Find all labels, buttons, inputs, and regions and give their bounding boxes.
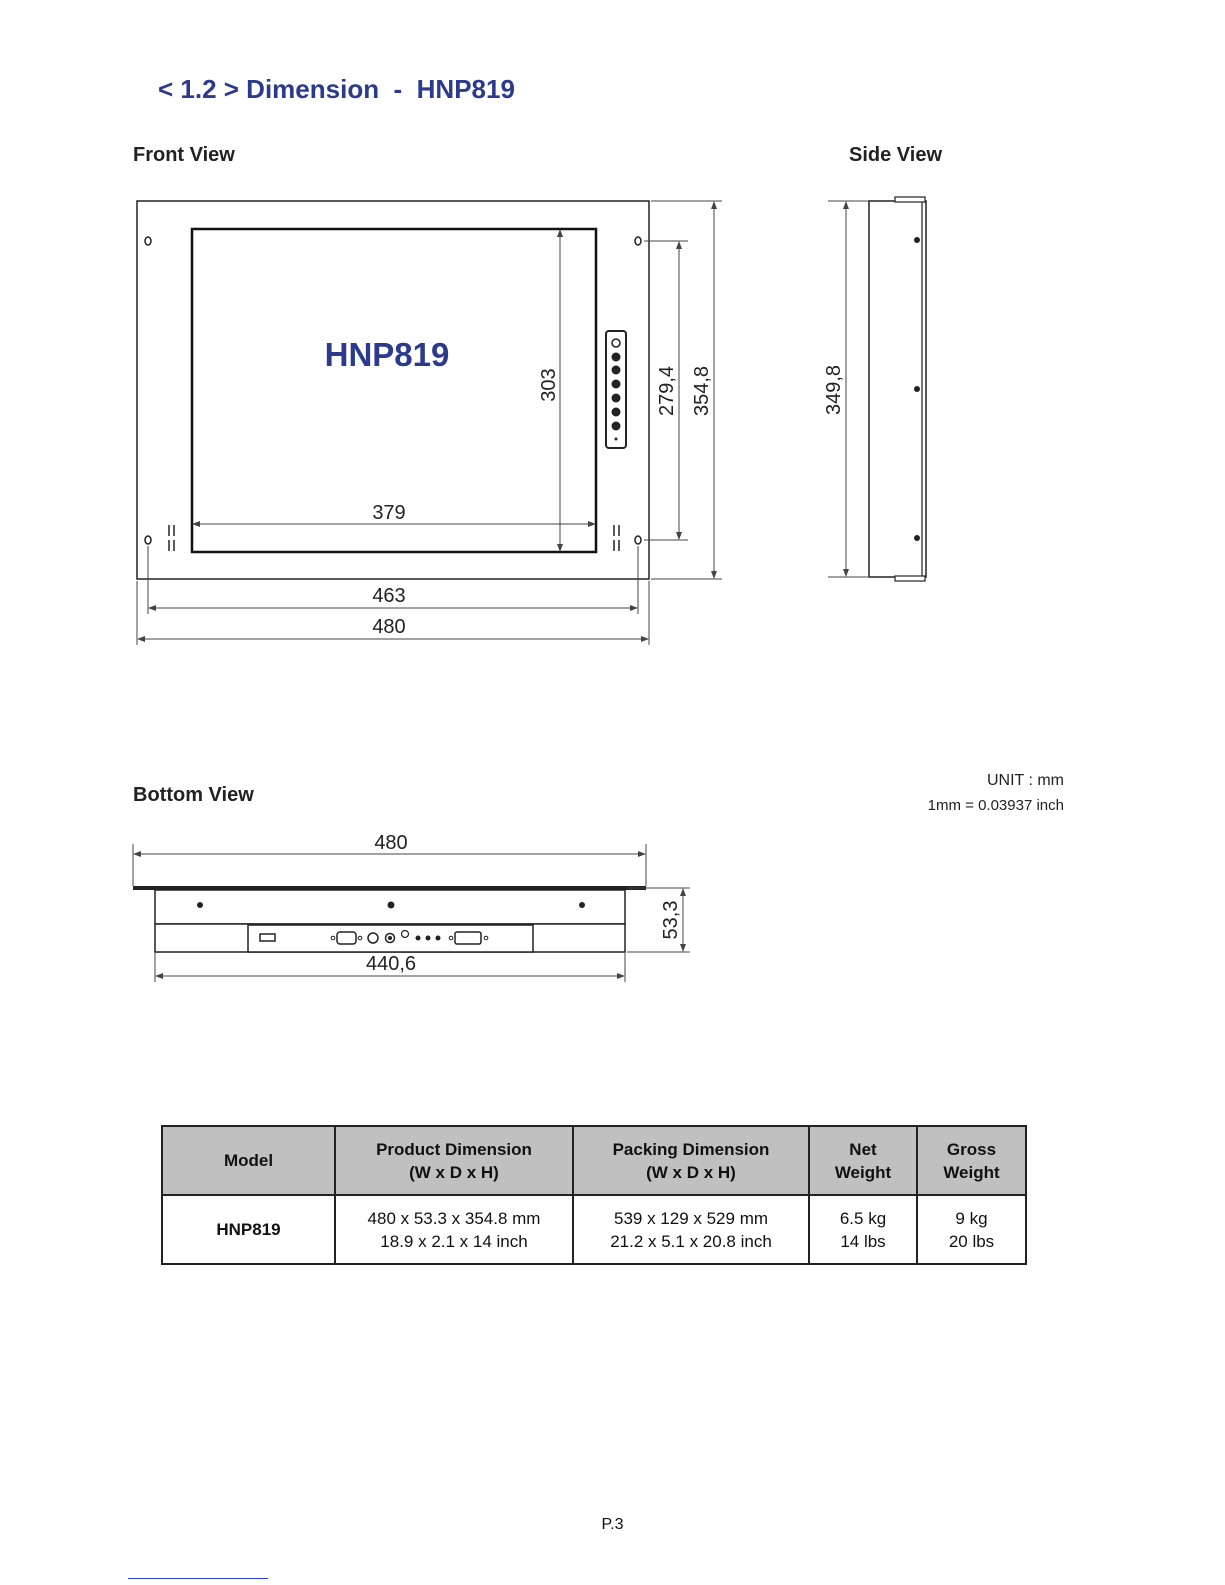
side-view-label: Side View	[849, 144, 943, 166]
header-gross-weight: Gross Weight	[917, 1126, 1026, 1195]
bottom-view-label: Bottom View	[133, 784, 254, 806]
side-bracket-bottom	[895, 576, 925, 581]
side-screw-top	[914, 237, 920, 243]
header-packing-dimension: Packing Dimension (W x D x H)	[573, 1126, 809, 1195]
footer-rule	[128, 1578, 268, 1579]
unit-label: UNIT : mm	[986, 772, 1064, 789]
header-net-weight: Net Weight	[809, 1126, 917, 1195]
dim-hole-spacing-h: 463	[372, 585, 406, 607]
front-view-drawing	[0, 0, 760, 660]
spec-table-header-row	[162, 1126, 1026, 1195]
page-title: < 1.2 > Dimension - HNP819	[158, 74, 515, 104]
cell-product-dimension: 480 x 53.3 x 354.8 mm 18.9 x 2.1 x 14 inch	[335, 1195, 573, 1264]
bottom-view-drawing	[0, 830, 720, 1000]
dim-total-height: 354,8	[691, 365, 713, 417]
front-model-label: HNP819	[324, 336, 450, 373]
front-view-label: Front View	[133, 144, 235, 166]
side-dim-height: 349,8	[823, 364, 845, 416]
table-row	[162, 1195, 1026, 1264]
side-bracket-top	[895, 197, 925, 202]
cell-packing-dimension: 539 x 129 x 529 mm 21.2 x 5.1 x 20.8 inch	[573, 1195, 809, 1264]
header-product-dimension: Product Dimension (W x D x H)	[335, 1126, 573, 1195]
page-number: P.3	[601, 1516, 624, 1533]
bottom-dim-depth: 53,3	[660, 900, 682, 940]
dim-screen-height: 303	[538, 368, 560, 402]
side-screw-middle	[914, 386, 920, 392]
bottom-dim-body-width: 440,6	[365, 953, 417, 975]
cell-gross-weight: 9 kg 20 lbs	[917, 1195, 1026, 1264]
unit-conversion-label: 1mm = 0.03937 inch	[927, 797, 1064, 814]
header-model: Model	[162, 1126, 335, 1195]
dim-hole-spacing-v: 279,4	[656, 365, 678, 417]
cell-net-weight: 6.5 kg 14 lbs	[809, 1195, 917, 1264]
dim-total-width: 480	[372, 616, 406, 638]
spec-table	[161, 1125, 1027, 1265]
cell-model: HNP819	[162, 1195, 335, 1264]
dim-screen-width: 379	[372, 502, 406, 524]
side-view-drawing	[800, 180, 960, 600]
side-screw-bottom	[914, 535, 920, 541]
bottom-dim-total-width: 480	[374, 832, 408, 854]
